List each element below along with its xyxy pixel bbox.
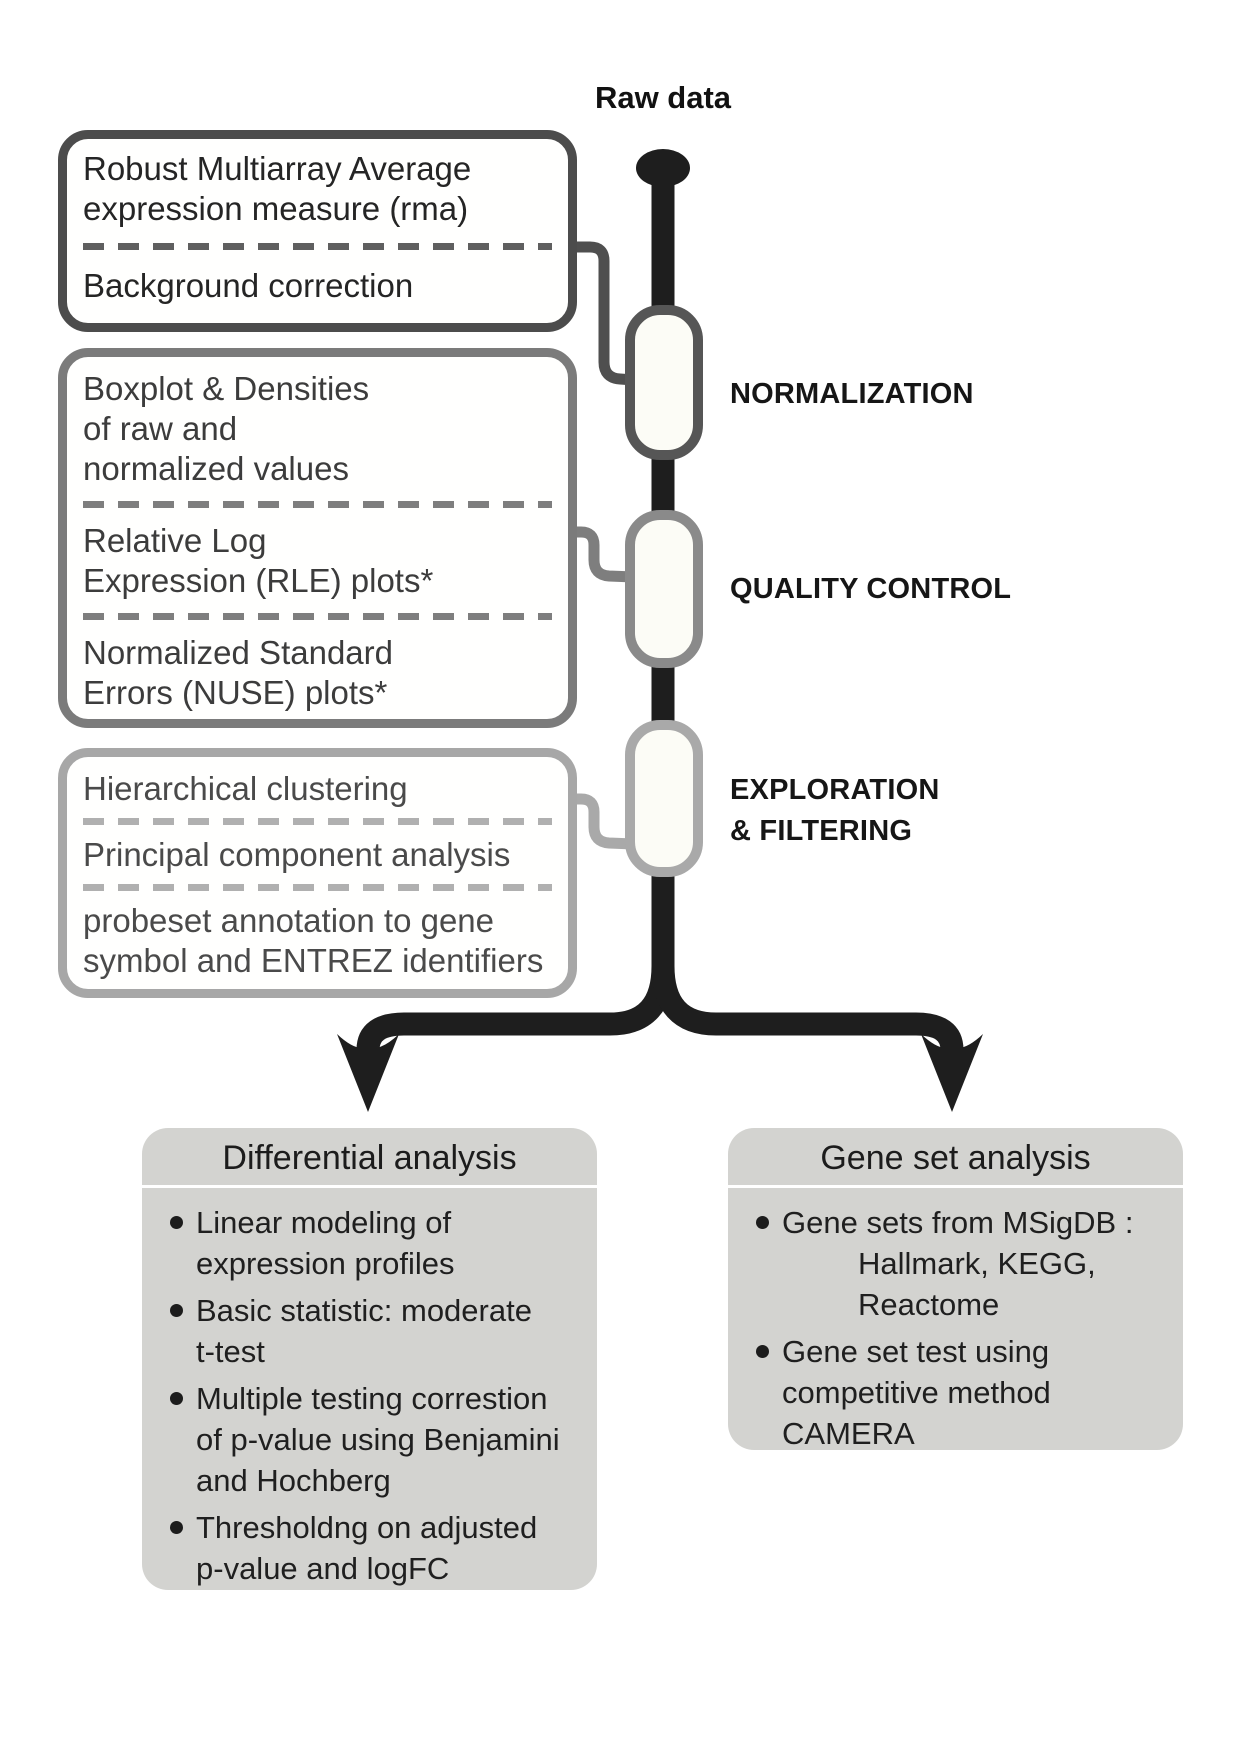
bullet-line: Multiple testing correstion	[196, 1381, 548, 1416]
panel-body	[728, 1188, 1183, 1450]
bullet-line: t-test	[196, 1334, 265, 1369]
stage-label-line: QUALITY CONTROL	[730, 573, 1012, 605]
raw-data-dot	[636, 149, 690, 187]
capsule-quality-control	[630, 515, 698, 663]
list-item	[170, 1290, 587, 1372]
list-item	[170, 1378, 587, 1501]
bullet-line: expression profiles	[196, 1246, 455, 1281]
method-line: Background correction	[83, 267, 414, 304]
gene-set-analysis-panel	[728, 1128, 1183, 1450]
bullet-line: Hallmark, KEGG,	[858, 1246, 1096, 1281]
bullet-line: p-value and logFC	[196, 1551, 450, 1586]
bullet-line: Reactome	[858, 1287, 1000, 1322]
stage-label-quality-control	[730, 569, 1011, 610]
list-item	[756, 1331, 1173, 1450]
method-line: Principal component analysis	[83, 836, 511, 873]
method-line: Hierarchical clustering	[83, 770, 408, 807]
panel-body	[142, 1188, 597, 1589]
branch-arm-right	[663, 966, 952, 1054]
stage-label-normalization	[730, 374, 974, 415]
bullet-icon	[170, 1304, 183, 1317]
panel-title: Differential analysis	[222, 1139, 517, 1177]
method-line: Normalized Standard	[83, 634, 393, 671]
stage-label-line: & FILTERING	[730, 815, 913, 847]
bullet-line: Thresholdng on adjusted	[196, 1510, 538, 1545]
bullet-icon	[756, 1345, 769, 1358]
stage-label-line: EXPLORATION	[730, 774, 940, 806]
dashed-divider	[83, 818, 552, 825]
bullet-line: Gene sets from MSigDB :	[782, 1205, 1134, 1240]
dashed-divider	[83, 613, 552, 620]
raw-data-label: Raw data	[594, 80, 732, 115]
method-line: normalized values	[83, 450, 349, 487]
bullet-line: of p-value using Benjamini	[196, 1422, 560, 1457]
method-line: of raw and	[83, 410, 238, 447]
bullet-icon	[170, 1392, 183, 1405]
list-item	[756, 1202, 1173, 1325]
bullet-line: CAMERA	[782, 1416, 915, 1450]
capsule-exploration	[630, 725, 698, 872]
dashed-divider	[83, 501, 552, 508]
exploration-methods-box	[58, 748, 577, 998]
bullet-icon	[170, 1216, 183, 1229]
method-line: Relative Log	[83, 522, 267, 559]
quality-control-methods-box	[58, 348, 577, 728]
capsule-normalization	[630, 310, 698, 455]
method-line: expression measure (rma)	[83, 190, 469, 227]
bullet-icon	[170, 1521, 183, 1534]
dashed-divider	[83, 884, 552, 891]
method-line: Robust Multiarray Average	[83, 150, 472, 187]
bullet-line: Linear modeling of	[196, 1205, 452, 1240]
method-line: Errors (NUSE) plots*	[83, 674, 388, 711]
bullet-line: competitive method	[782, 1375, 1051, 1410]
list-item	[170, 1507, 587, 1589]
list-item	[170, 1202, 587, 1284]
method-line: symbol and ENTREZ identifiers	[83, 942, 544, 979]
stage-label-line: NORMALIZATION	[730, 378, 974, 410]
bullet-line: and Hochberg	[196, 1463, 391, 1498]
panel-title: Gene set analysis	[820, 1139, 1091, 1177]
bullet-line: Basic statistic: moderate	[196, 1293, 532, 1328]
bullet-icon	[756, 1216, 769, 1229]
differential-analysis-panel	[142, 1128, 597, 1590]
method-line: Boxplot & Densities	[83, 370, 370, 407]
method-line: probeset annotation to gene	[83, 902, 495, 939]
method-line: Expression (RLE) plots*	[83, 562, 434, 599]
dashed-divider	[83, 243, 552, 250]
normalization-methods-box	[58, 130, 577, 332]
stage-label-exploration-filtering	[730, 770, 940, 852]
bullet-line: Gene set test using	[782, 1334, 1050, 1369]
